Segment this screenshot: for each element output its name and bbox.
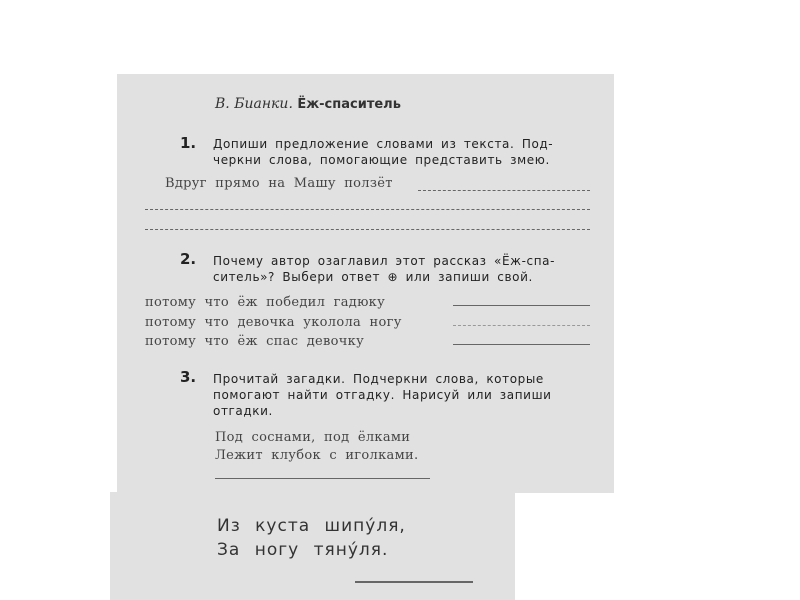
answer-line[interactable] — [453, 305, 590, 306]
task-2-text-line-2: ситель»? Выбери ответ ⊕ или запиши свой. — [213, 270, 533, 284]
author-name: В. Бианки. — [215, 96, 293, 112]
answer-option[interactable]: потому что девочка уколола ногу — [145, 315, 402, 330]
story-title: Ёж-спаситель — [297, 97, 401, 112]
task-1-text-line-1: Допиши предложение словами из текста. Под- — [213, 137, 554, 151]
answer-line[interactable] — [215, 478, 430, 479]
answer-line[interactable] — [418, 190, 590, 191]
answer-line[interactable] — [145, 229, 590, 230]
task-2-number: 2. — [180, 250, 197, 268]
page-title — [215, 96, 401, 112]
task-3-number: 3. — [180, 368, 197, 386]
task-1-text-line-2: черкни слова, помогающие представить змею. — [213, 153, 550, 167]
answer-option[interactable]: потому что ёж спас девочку — [145, 334, 365, 349]
task-1-number: 1. — [180, 134, 197, 152]
riddle-1-line-2: Лежит клубок с иголками. — [215, 448, 419, 463]
task-1-sentence-start: Вдруг прямо на Машу ползёт — [165, 176, 393, 191]
answer-line[interactable] — [453, 325, 590, 326]
riddle-2-line-2: За ногу тянýля. — [217, 540, 389, 560]
task-3-text-line-3: отгадки. — [213, 404, 273, 418]
answer-line[interactable] — [453, 344, 590, 345]
task-2-text-line-1: Почему автор озаглавил этот рассказ «Ёж-спа- — [213, 254, 556, 268]
answer-line[interactable] — [355, 581, 473, 583]
task-3-text-line-1: Прочитай загадки. Подчеркни слова, которые — [213, 372, 544, 386]
riddle-1-line-1: Под соснами, под ёлками — [215, 430, 411, 445]
task-3-text-line-2: помогают найти отгадку. Нарисуй или запиши — [213, 388, 552, 402]
riddle-2-line-1: Из куста шипýля, — [217, 516, 406, 536]
answer-option[interactable]: потому что ёж победил гадюку — [145, 295, 386, 310]
answer-line[interactable] — [145, 209, 590, 210]
